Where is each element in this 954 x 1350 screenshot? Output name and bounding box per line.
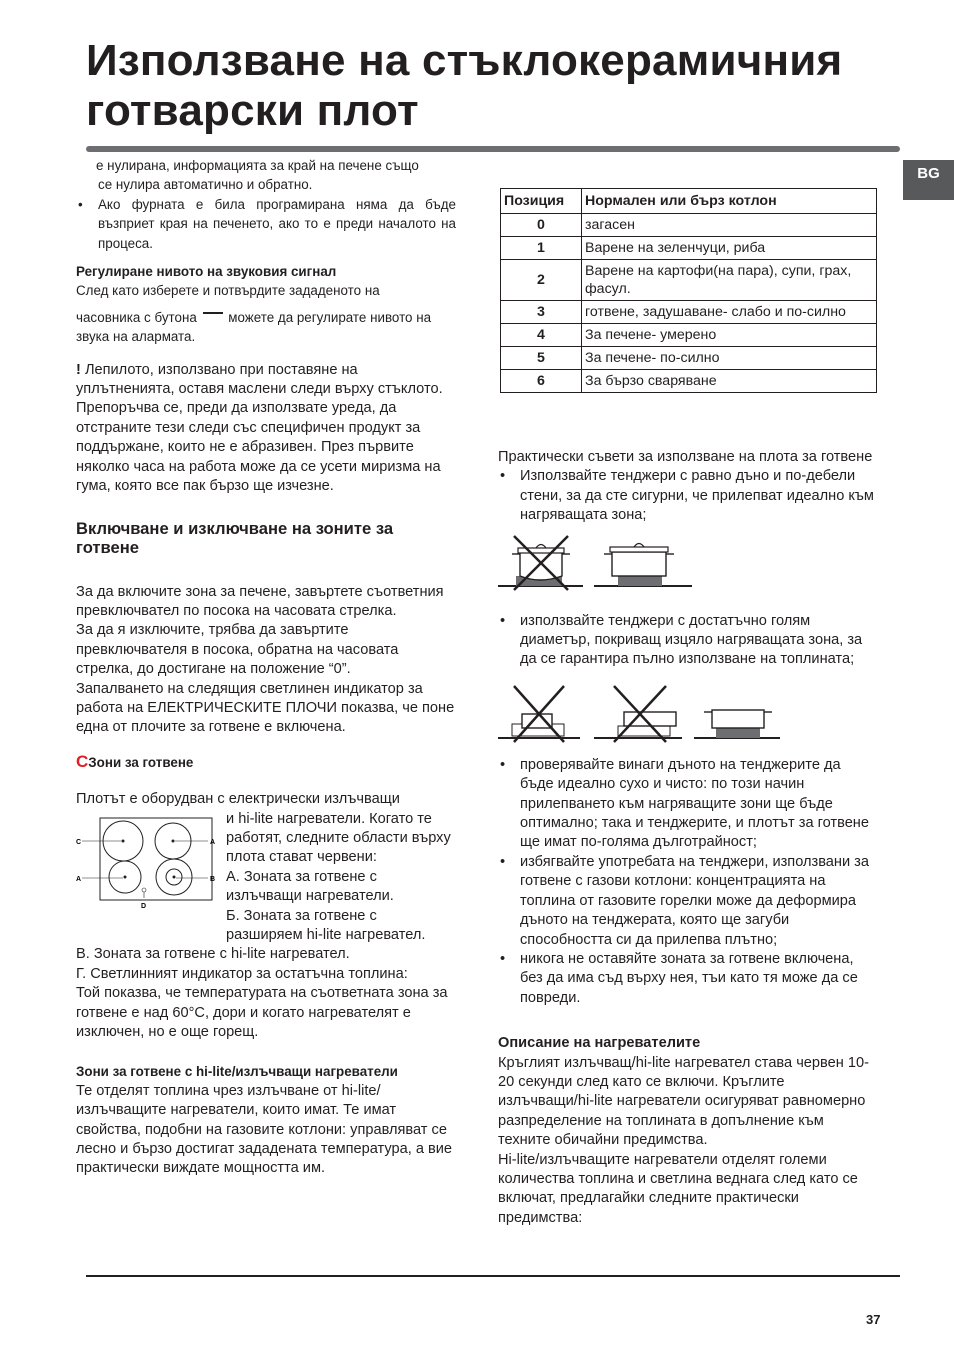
title-divider <box>86 146 900 152</box>
onoff-p1: За да включите зона за печене, завъртете съответния превключвател по посока на часовата стрелка. <box>76 583 444 619</box>
left-column <box>76 156 456 1179</box>
pots-figure-1 <box>498 526 878 602</box>
row-desc: За печене- умерено <box>582 324 877 347</box>
heaters-p1: Кръглият излъчващ/hi-lite нагревател става червен 10-20 секунди след като се включи. Кръглите излъчващи/hi-lite нагреватели осигуряват равномерно разпределение на топлината в допълнение към техните обичайни предимства. <box>498 1054 869 1149</box>
hob-label-c: C <box>76 838 82 846</box>
tip-3: • проверявайте винаги дъното на тенджерите да бъде идеално сухо и чисто: по този начин прилепването към нагряващите зони ще бъде оптимално; така и тенджерите, и плотът за готвене ще имат по-голяма дълготрайност; <box>498 756 878 853</box>
header-description: Нормален или бърз котлон <box>582 189 877 214</box>
row-pos: 3 <box>501 301 582 324</box>
table-row <box>501 347 877 370</box>
header-position: Позиция <box>501 189 582 214</box>
tips-heading: Практически съвети за използване на плота за готвене <box>498 449 873 465</box>
heaters-p2: Hi-lite/излъчващите нагреватели отделят големи количества топлина и светлина веднага след като се включат, предлагайки следните практически предимства: <box>498 1151 858 1226</box>
table-row <box>501 237 877 260</box>
warning-paragraph <box>76 361 456 497</box>
table-row <box>501 370 877 393</box>
sound-line-2b: можете да регулирате нивото на <box>228 309 432 325</box>
zones-wrap: и hi-lite нагреватели. Когато те работят, следните области върху плота стават червени: <box>226 810 451 866</box>
continued-text <box>76 156 456 195</box>
row-desc: загасен <box>582 214 877 237</box>
zones-wrap-text <box>226 810 456 946</box>
zone-a: А. Зоната за готвене с излъчващи нагреватели. <box>226 868 394 905</box>
tip-1: • Използвайте тенджери с равно дъно и по-дебели стени, за да сте сигурни, че прилепват идеално към нагряващата зона; <box>498 467 878 525</box>
sound-heading: Регулиране нивото на звуковия сигнал <box>76 264 337 280</box>
warning-icon: ! <box>76 361 81 378</box>
table-row <box>501 324 877 347</box>
tip-5: • никога не оставяйте зоната за готвене включена, без да има съд върху нея, тъи като тя може да се повреди. <box>498 950 878 1008</box>
row-pos: 1 <box>501 237 582 260</box>
hob-label-a-top: A <box>210 838 216 846</box>
hob-label-b: B <box>210 875 216 883</box>
zone-d: Г. Светлинният индикатор за остатъчна топлина: <box>76 965 408 982</box>
row-pos: 0 <box>501 214 582 237</box>
hob-label-a-left: A <box>76 875 82 883</box>
right-column <box>498 448 878 1228</box>
table-row <box>501 301 877 324</box>
zones-heading <box>76 752 456 772</box>
zones-wrap-block <box>76 810 456 946</box>
row-desc: Варене на картофи(на пара), супи, грах, фасул. <box>582 260 877 301</box>
table-row <box>501 260 877 301</box>
row-desc: Варене на зеленчуци, риба <box>582 237 877 260</box>
continued-line-2: се нулира автоматично и обратно. <box>98 177 313 193</box>
zones-prefix: C <box>76 751 89 771</box>
position-table <box>500 188 877 393</box>
bullet-program: • Ако фурната е била програмирана няма да бъде възприет края на печенето, ако то е преди началото на процеса. <box>76 195 456 253</box>
table-row <box>501 214 877 237</box>
pot-diameter-illustration <box>498 684 788 754</box>
onoff-heading: Включване и изключване на зоните за готвене <box>76 518 394 557</box>
zone-d-text: Той показва, че температурата на съответната зона за готвене е над 60°C, дори и когато нагревателят е изключен, но е още горещ. <box>76 985 448 1041</box>
language-tab: BG <box>903 160 954 200</box>
sound-line-3: звука на алармата. <box>76 329 196 345</box>
zones-heading-text: Зони за готвене <box>88 754 194 770</box>
zone-c: В. Зоната за готвене с hi-lite нагревател. <box>76 946 350 963</box>
row-pos: 4 <box>501 324 582 347</box>
bottom-divider <box>86 1275 900 1277</box>
hob-label-d: D <box>141 902 147 910</box>
sound-line-2a: часовника с бутона <box>76 309 197 325</box>
sound-text <box>76 281 456 346</box>
sound-line-1: След като изберете и потвърдите зададеното на <box>76 283 380 299</box>
warning-text: Лепилото, използвано при поставяне на уплътненията, оставя маслени следи върху стъклото. Препоръчва се, преди да използвате уреда, да отстраните тези следи със специфичен продукт за поддържане, които не е абразивен. През първите няколко часа на работа може да се усети миризма на гума, която все пак бързо ще изчезне. <box>76 361 443 495</box>
tip-4: • избягвайте употребата на тенджери, използвани за готвене с газови котлони: концентрацията на топлина от газовите горелки може да деформира дъното на тенджерата, която ще загуби способността си да прилепва плътно; <box>498 853 878 950</box>
row-desc: За печене- по-силно <box>582 347 877 370</box>
dash-button-icon <box>203 312 223 314</box>
hob-diagram <box>76 816 222 916</box>
row-desc: За бързо сваряване <box>582 370 877 393</box>
page-number: 37 <box>866 1312 881 1327</box>
table-header-row <box>501 189 877 214</box>
page-title: Използване на стъклокерамичния готварски плот <box>86 36 843 135</box>
row-pos: 5 <box>501 347 582 370</box>
row-pos: 2 <box>501 260 582 301</box>
hilite-heading: Зони за готвене с hi-lite/излъчващи нагреватели <box>76 1064 398 1080</box>
heaters-heading: Описание на нагревателите <box>498 1035 701 1052</box>
hob-diagram-svg <box>76 816 222 916</box>
zone-b: Б. Зоната за готвене с разширяем hi-lite нагревател. <box>226 907 426 943</box>
hilite-text: Те отделят топлина чрез излъчване от hi-lite/ излъчващите нагреватели, които имат. Те имат свойства, подобни на газовите котлони: управляват се лесно и бързо достигат зададената температура, а вие практически виждате мощността им. <box>76 1082 453 1177</box>
tip-2: • използвайте тенджери с достатъчно голям диаметър, покриващ изцяло нагряващата зона, за да се гарантира пълно използване на топлината; <box>498 612 878 670</box>
continued-line-1: е нулирана, информацията за край на печене също <box>96 158 419 173</box>
onoff-p3: Запалването на следящия светлинен индикатор за работа на ЕЛЕКТРИЧЕСКИТЕ ПЛОЧИ показва, че поне една от плочите за готвене е включена. <box>76 680 455 736</box>
row-pos: 6 <box>501 370 582 393</box>
pot-flatness-illustration <box>498 532 718 602</box>
row-desc: готвене, задушаване- слабо и по-силно <box>582 301 877 324</box>
pots-figure-2 <box>498 670 878 756</box>
onoff-p2: За да я изключите, трябва да завъртите превключвателя в посока, обратна на часовата стрелка, до достигане на положение “0”. <box>76 622 399 678</box>
zones-intro: Плотът е оборудван с електрически излъчващи <box>76 791 400 808</box>
